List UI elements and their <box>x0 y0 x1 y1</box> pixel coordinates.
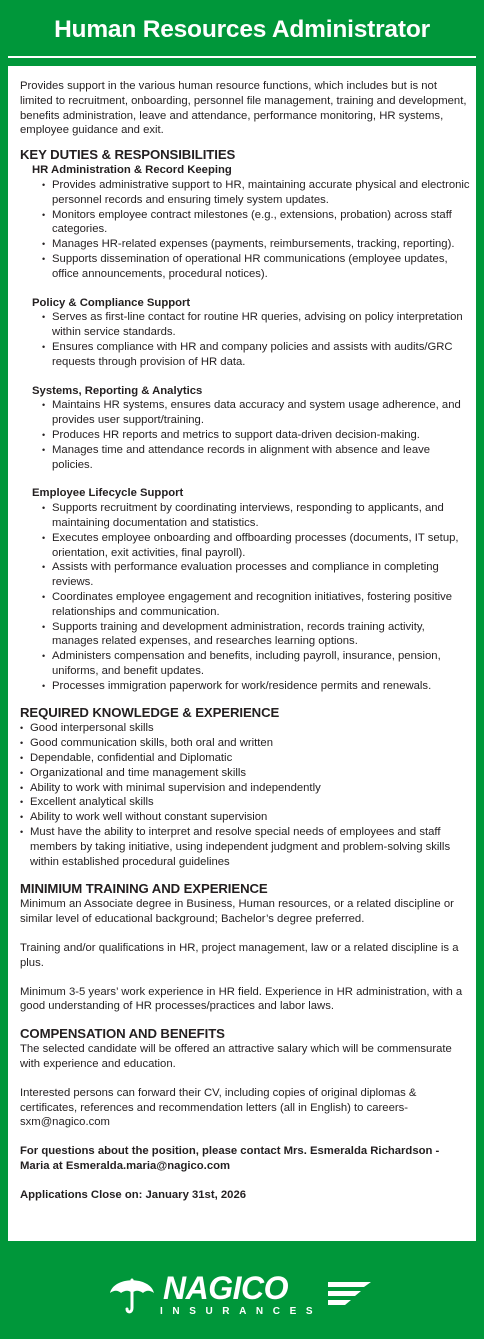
contact-line: For questions about the position, please contact Mrs. Esmeralda Richardson - Maria at Esmeralda.maria@nagico.com <box>20 1145 440 1173</box>
list-item: • Good interpersonal skills <box>20 721 470 736</box>
duties-group-title: HR Administration & Record Keeping <box>32 164 232 177</box>
duties-list <box>42 178 470 282</box>
duties-group-title: Systems, Reporting & Analytics <box>32 384 203 397</box>
list-item: • Ensures compliance with HR and company policies and assists with audits/GRC requests through provision of HR data. <box>42 340 470 370</box>
list-item: • Supports training and development administration, records training activity, manages related expenses, and researches learning options. <box>42 620 470 650</box>
compensation-heading: COMPENSATION AND BENEFITS <box>20 1026 225 1042</box>
compensation-paragraph: The selected candidate will be offered an attractive salary which will be commensurate with experience and education. <box>20 1043 452 1071</box>
list-item: • Processes immigration paperwork for work/residence permits and renewals. <box>42 679 470 694</box>
training-paragraph: Minimum an Associate degree in Business, Human resources, or a related discipline or similar level of educational background; Bachelor’s degree preferred. <box>20 898 454 926</box>
duties-list <box>42 398 470 472</box>
list-item: • Dependable, confidential and Diplomatic <box>20 751 470 766</box>
training-heading: MINIMIUM TRAINING AND EXPERIENCE <box>20 881 268 897</box>
page-title: Human Resources Administrator <box>54 16 430 43</box>
list-item: • Good communication skills, both oral and written <box>20 736 470 751</box>
logo-wordmark: NAGICO <box>163 1270 288 1306</box>
closing-date: Applications Close on: January 31st, 2026 <box>20 1188 247 1201</box>
list-item: • Maintains HR systems, ensures data accuracy and system usage adherence, and provides user support/training. <box>42 398 470 428</box>
header-divider <box>8 56 476 58</box>
training-paragraph: Training and/or qualifications in HR, project management, law or a related discipline is a plus. <box>20 942 459 969</box>
list-item: • Organizational and time management skills <box>20 766 470 781</box>
duties-group-title: Employee Lifecycle Support <box>32 487 184 500</box>
duties-list <box>42 501 470 693</box>
list-item: • Executes employee onboarding and offboarding processes (documents, IT setup, orientation, exit activities, final payroll). <box>42 531 470 561</box>
duties-list <box>42 310 470 369</box>
list-item: • Provides administrative support to HR, maintaining accurate physical and electronic personnel records and ensuring timely system updates. <box>42 178 470 208</box>
list-item: • Excellent analytical skills <box>20 795 470 810</box>
list-item: • Ability to work with minimal supervision and independently <box>20 781 470 796</box>
list-item: • Must have the ability to interpret and resolve special needs of employees and staff members by taking initiative, using independent judgment and problem-solving skills within established procedural guidelines <box>20 825 470 869</box>
list-item: • Coordinates employee engagement and recognition initiatives, fostering positive relationships and communication. <box>42 590 470 620</box>
training-paragraph: Minimum 3-5 years’ work experience in HR field. Experience in HR administration, with a good understanding of HR processes/practices and labor laws. <box>20 985 463 1013</box>
duties-group-title: Policy & Compliance Support <box>32 296 191 309</box>
intro-paragraph: Provides support in the various human resource functions, which includes but is not limited to recruitment, onboarding, personnel file management, training and development, benefits administration, leave and attendance, performance monitoring, HR systems, employee guidance and exit. <box>20 80 467 137</box>
list-item: • Produces HR reports and metrics to support data-driven decision-making. <box>42 428 470 443</box>
list-item: • Manages time and attendance records in alignment with absence and leave policies. <box>42 443 470 473</box>
list-item: • Supports recruitment by coordinating interviews, responding to applicants, and maintaining documentation and statistics. <box>42 501 470 531</box>
logo-subtitle: INSURANCES <box>160 1306 323 1317</box>
apply-instructions: Interested persons can forward their CV, including copies of original diplomas & certificates, references and recommendation letters (all in English) to careers-sxm@nagico.com <box>20 1086 417 1129</box>
duties-heading: KEY DUTIES & RESPONSIBILITIES <box>20 147 236 163</box>
list-item: • Administers compensation and benefits, including payroll, insurance, pension, uniforms, and benefit updates. <box>42 649 470 679</box>
knowledge-heading: REQUIRED KNOWLEDGE & EXPERIENCE <box>20 705 280 721</box>
list-item: • Supports dissemination of operational HR communications (employee updates, office announcements, procedural notices). <box>42 252 470 282</box>
header-bar <box>0 0 484 66</box>
list-item: • Serves as first-line contact for routine HR queries, advising on policy interpretation within service standards. <box>42 310 470 340</box>
list-item: • Assists with performance evaluation processes and compliance in completing reviews. <box>42 560 470 590</box>
job-description <box>20 79 470 1203</box>
list-item: • Ability to work well without constant supervision <box>20 810 470 825</box>
list-item: • Manages HR-related expenses (payments, reimbursements, tracking, reporting). <box>42 237 470 252</box>
knowledge-list <box>20 721 470 869</box>
list-item: • Monitors employee contract milestones (e.g., extensions, probation) across staff categories. <box>42 208 470 238</box>
